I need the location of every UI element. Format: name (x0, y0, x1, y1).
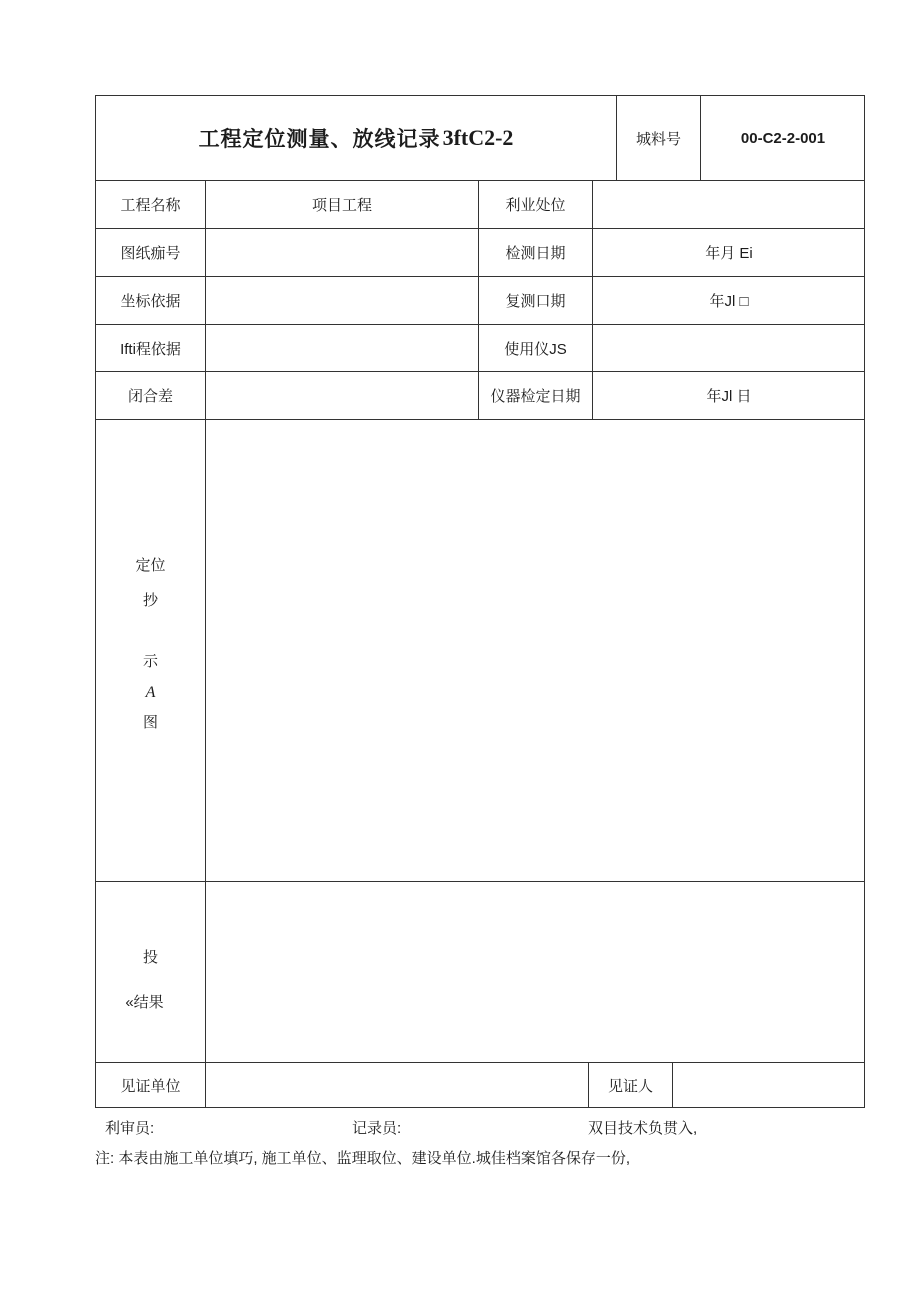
result-section-label (96, 882, 206, 1063)
calibration-date-value: 年Jl 日 (593, 372, 865, 420)
unit-label: 利业处位 (479, 181, 593, 229)
sketch-label-line: 示 (142, 653, 158, 670)
coordinate-basis-label: 坐标依据 (96, 277, 206, 325)
result-content-area (206, 882, 865, 1063)
recheck-date-label: 复测口期 (479, 277, 593, 325)
survey-date-label: 检测日期 (479, 229, 593, 277)
project-name-value: 项目工程 (206, 181, 479, 229)
result-label-line: «结果 (125, 994, 164, 1011)
coordinate-basis-value (206, 277, 479, 325)
sketch-label-line: 图 (142, 714, 158, 731)
form-title (96, 96, 617, 181)
doc-no-label: 城料号 (617, 96, 701, 181)
project-name-label: 工程名称 (96, 181, 206, 229)
form-table (95, 95, 865, 1108)
recorder-signature-label: 记录员: (352, 1120, 402, 1137)
closure-error-value (206, 372, 479, 420)
sketch-label-line: A (145, 684, 156, 701)
closure-error-label: 闭合差 (96, 372, 206, 420)
witness-unit-value (206, 1063, 589, 1107)
drawing-no-label: 图纸痂号 (96, 229, 206, 277)
drawing-no-value (206, 229, 479, 277)
recheck-date-value: 年Jl □ (593, 277, 865, 325)
doc-no-value: 00-C2-2-001 (701, 96, 865, 181)
survey-date-value: 年月 Ei (593, 229, 865, 277)
unit-value (593, 181, 865, 229)
witness-person-value (673, 1063, 865, 1107)
sketch-drawing-area (206, 420, 865, 882)
reviewer-signature-label: 利审员: (105, 1120, 155, 1137)
sketch-label-line: 定位 (135, 557, 166, 574)
witness-unit-label: 见证单位 (96, 1063, 206, 1107)
footer-note: 注: 本表由施工单位填巧, 施工单位、监理取位、建设单位.城佳档案馆各保存一份, (95, 1150, 631, 1167)
sketch-section-label (96, 420, 206, 882)
calibration-date-label: 仪器检定日期 (479, 372, 593, 420)
instrument-value (593, 325, 865, 372)
witness-person-label: 见证人 (589, 1063, 673, 1107)
result-label-line: 投 (142, 949, 158, 966)
elevation-basis-value (206, 325, 479, 372)
tech-lead-signature-label: 双目技术负贯入, (588, 1120, 698, 1137)
form-title-code: 3ftC2-2 (442, 125, 514, 150)
form-title-main: 工程定位测量、放线记录 (198, 128, 441, 151)
sketch-label-line: 抄 (142, 592, 158, 609)
instrument-label: 使用仪JS (479, 325, 593, 372)
elevation-basis-label: Ifti程依据 (96, 325, 206, 372)
